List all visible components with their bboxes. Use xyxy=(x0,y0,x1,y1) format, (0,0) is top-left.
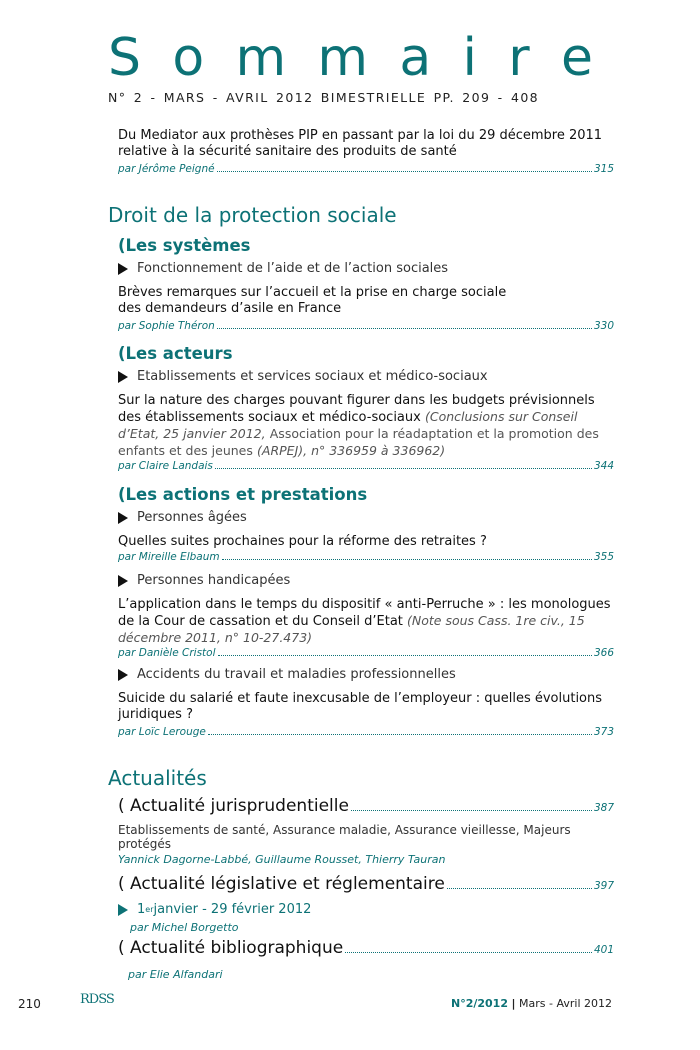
section-heading-protection-sociale: Droit de la protection sociale xyxy=(108,203,397,227)
page-number: 366 xyxy=(593,647,614,659)
rubric-systemes xyxy=(118,261,448,277)
article-title-retraites: Quelles suites prochaines pour la réforme des retraites ? xyxy=(118,534,487,549)
dot-leader xyxy=(447,888,592,889)
actualite-bibliographique-row xyxy=(118,938,614,958)
article-title-suicide: Suicide du salarié et faute inexcusable de l’employeur : quelles évolutions juridiques ? xyxy=(118,691,603,722)
triangle-bullet-icon xyxy=(118,371,128,383)
rubric-acteurs xyxy=(118,369,488,385)
article-note-association: Association pour la réadaptation et la promotion des enfants et des jeunes xyxy=(118,426,599,458)
legis-author: par Michel Borgetto xyxy=(130,921,239,934)
dot-leader xyxy=(345,952,592,953)
dot-leader xyxy=(351,810,592,811)
actualite-label: ( Actualité législative et réglementaire xyxy=(118,874,445,894)
legis-period xyxy=(118,902,311,917)
subheading-systemes: (Les systèmes xyxy=(118,236,251,255)
author: par Loïc Lerouge xyxy=(118,726,206,738)
article-title-anti-perruche xyxy=(118,597,618,647)
period-sup: er xyxy=(145,905,154,914)
author: par Sophie Théron xyxy=(118,320,215,332)
article-byline xyxy=(118,320,614,332)
article-note-ref: (ARPEJ), n° 336959 à 336962) xyxy=(257,443,446,458)
actualite-label: ( Actualité jurisprudentielle xyxy=(118,796,349,816)
page-number: 397 xyxy=(593,880,614,892)
footer-issue-number: N°2/2012 xyxy=(451,997,508,1010)
title-letter: m xyxy=(317,28,369,88)
biblio-author: par Elie Alfandari xyxy=(128,968,223,981)
page-number: 344 xyxy=(593,460,614,472)
rubric-label: Etablissements et services sociaux et médico-sociaux xyxy=(137,369,488,384)
dot-leader xyxy=(208,734,592,735)
triangle-bullet-icon xyxy=(118,512,128,524)
page-number: 355 xyxy=(593,551,614,563)
rubric-accidents-travail xyxy=(118,667,456,683)
page-number: 330 xyxy=(593,320,614,332)
article-byline xyxy=(118,726,614,738)
footer-page-number: 210 xyxy=(18,997,41,1011)
rubric-label: Personnes handicapées xyxy=(137,573,291,588)
author: par Claire Landais xyxy=(118,460,213,472)
article-byline xyxy=(118,551,614,563)
dot-leader xyxy=(217,171,592,172)
intro-article-title: Du Mediator aux prothèses PIP en passant par la loi du 29 décembre 2011 relative à la sécurité sanitaire des produits de santé xyxy=(118,128,603,159)
article-byline xyxy=(118,460,614,472)
issue-line: N° 2 - MARS - AVRIL 2012 BIMESTRIELLE PP. 209 - 408 xyxy=(108,90,540,105)
footer-separator: | xyxy=(511,997,516,1010)
actualite-label: ( Actualité bibliographique xyxy=(118,938,344,958)
section-heading-actualites: Actualités xyxy=(108,766,207,790)
rubric-personnes-handicapees xyxy=(118,573,290,589)
title-letter: m xyxy=(235,28,287,88)
article-note: (Note sous Cass. 1re civ., 15 décembre 2011, n° 10-27.473) xyxy=(118,613,585,645)
page-number: 373 xyxy=(593,726,614,738)
page-title xyxy=(108,28,593,88)
page-number: 315 xyxy=(593,163,614,175)
page-number: 387 xyxy=(593,802,614,814)
triangle-bullet-icon xyxy=(118,263,128,275)
dot-leader xyxy=(218,655,592,656)
dot-leader xyxy=(215,468,592,469)
title-letter: S xyxy=(108,28,142,88)
article-byline xyxy=(118,647,614,659)
intro-article-byline xyxy=(118,163,614,175)
actualite-legislative-row xyxy=(118,874,614,894)
title-letter: e xyxy=(560,28,593,88)
rubric-personnes-agees xyxy=(118,510,247,526)
footer-period: Mars - Avril 2012 xyxy=(519,997,612,1010)
actualite-jurisprudentielle-row xyxy=(118,796,614,816)
title-letter: r xyxy=(508,28,530,88)
triangle-bullet-icon xyxy=(118,904,128,916)
period-day: 1 xyxy=(137,902,146,917)
period-text: janvier - 29 février 2012 xyxy=(153,902,312,917)
subheading-actions: (Les actions et prestations xyxy=(118,485,368,504)
rubric-label: Fonctionnement de l’aide et de l’action sociales xyxy=(137,261,449,276)
subheading-acteurs: (Les acteurs xyxy=(118,344,233,363)
triangle-bullet-icon xyxy=(118,669,128,681)
triangle-bullet-icon xyxy=(118,575,128,587)
title-letter: a xyxy=(399,28,432,88)
article-title-asile: Brèves remarques sur l’accueil et la prise en charge sociale des demandeurs d’asile en France xyxy=(118,285,507,316)
rubric-label: Personnes âgées xyxy=(137,510,247,525)
juris-topics: Etablissements de santé, Assurance maladie, Assurance vieillesse, Majeurs protégés xyxy=(118,823,571,851)
dot-leader xyxy=(217,328,592,329)
dot-leader xyxy=(222,559,592,560)
title-letter: i xyxy=(462,28,477,88)
rdss-logo: RDSS xyxy=(80,992,114,1007)
article-title-text: Sur la nature des charges pouvant figurer dans les budgets prévisionnels des établissements sociaux et médico-sociaux xyxy=(118,393,595,425)
page-number: 401 xyxy=(593,944,614,956)
author: par Danièle Cristol xyxy=(118,647,216,659)
author: par Mireille Elbaum xyxy=(118,551,220,563)
footer-issue xyxy=(451,997,612,1010)
juris-authors: Yannick Dagorne-Labbé, Guillaume Rousset, Thierry Tauran xyxy=(118,853,446,866)
article-title-text: L’application dans le temps du dispositif « anti-Perruche » : les monologues de la Cour de cassation et du Conseil d’Etat xyxy=(118,597,611,629)
title-letter: o xyxy=(172,28,205,88)
author: par Jérôme Peigné xyxy=(118,163,215,175)
article-note: (Conclusions sur Conseil d’Etat, 25 janvier 2012, xyxy=(118,409,578,441)
article-title-charges xyxy=(118,393,618,460)
rubric-label: Accidents du travail et maladies professionnelles xyxy=(137,667,456,682)
